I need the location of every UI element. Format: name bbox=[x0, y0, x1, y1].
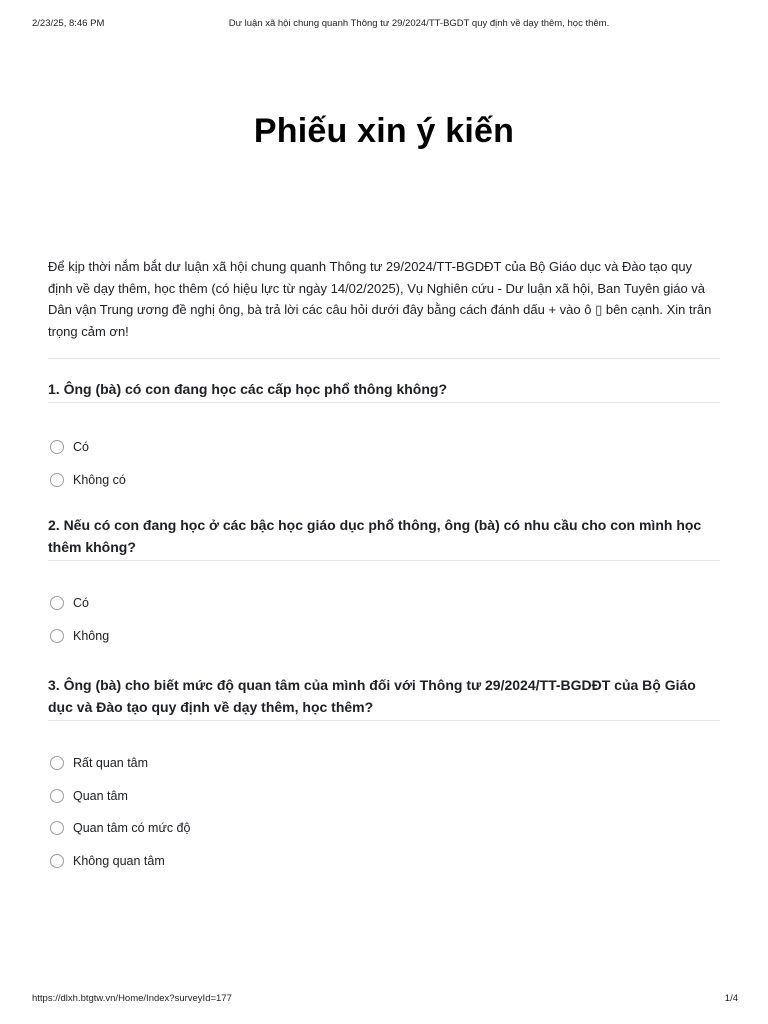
option-label: Không bbox=[73, 628, 110, 643]
question-2-title: 2. Nếu có con đang học ở các bậc học giáo dục phổ thông, ông (bà) có nhu cầu cho con mình học thêm không? bbox=[48, 514, 720, 561]
radio-button[interactable] bbox=[50, 756, 64, 770]
question-3-option-khong-quan-tam[interactable] bbox=[48, 845, 720, 878]
print-header bbox=[32, 18, 736, 32]
radio-button[interactable] bbox=[50, 821, 64, 835]
radio-button[interactable] bbox=[50, 473, 64, 487]
print-footer bbox=[32, 993, 738, 1007]
print-url: https://dlxh.btgtw.vn/Home/Index?surveyId=177 bbox=[32, 993, 232, 1004]
question-3-option-quan-tam[interactable] bbox=[48, 780, 720, 813]
option-label: Quan tâm có mức độ bbox=[73, 821, 191, 836]
question-1-option-khong-co[interactable] bbox=[48, 464, 720, 497]
radio-button[interactable] bbox=[50, 789, 64, 803]
question-1-title: 1. Ông (bà) có con đang học các cấp học phổ thông không? bbox=[48, 378, 720, 403]
intro-divider bbox=[48, 358, 720, 359]
radio-button[interactable] bbox=[50, 629, 64, 643]
print-date: 2/23/25, 8:46 PM bbox=[32, 18, 105, 29]
question-1 bbox=[48, 378, 720, 496]
option-label: Không có bbox=[73, 472, 126, 487]
option-label: Quan tâm bbox=[73, 788, 128, 803]
option-label: Có bbox=[73, 596, 89, 611]
question-3-options bbox=[48, 747, 720, 877]
question-3-option-quan-tam-co-muc-do[interactable] bbox=[48, 812, 720, 845]
question-1-option-co[interactable] bbox=[48, 431, 720, 464]
question-2 bbox=[48, 514, 720, 652]
question-2-option-co[interactable] bbox=[48, 587, 720, 620]
question-3-option-rat-quan-tam[interactable] bbox=[48, 747, 720, 780]
print-doc-title: Dư luận xã hội chung quanh Thông tư 29/2024/TT-BGDT quy định về dạy thêm, học thêm. bbox=[228, 18, 610, 29]
print-page-number: 1/4 bbox=[724, 993, 738, 1004]
question-3 bbox=[48, 674, 720, 877]
radio-button[interactable] bbox=[50, 440, 64, 454]
question-3-title: 3. Ông (bà) cho biết mức độ quan tâm của mình đối với Thông tư 29/2024/TT-BGDĐT của Bộ Giáo dục và Đào tạo quy định về dạy thêm, học thêm? bbox=[48, 674, 720, 721]
option-label: Không quan tâm bbox=[73, 853, 165, 868]
question-2-options bbox=[48, 587, 720, 652]
survey-intro: Để kịp thời nắm bắt dư luận xã hội chung quanh Thông tư 29/2024/TT-BGDĐT của Bộ Giáo dục và Đào tạo quy định về dạy thêm, học thêm (có hiệu lực từ ngày 14/02/2025), Vụ Nghiên cứu - Dư luận xã hội, Ban Tuyên giáo và Dân vận Trung ương đề nghị ông, bà trả lời các câu hỏi dưới đây bằng cách đánh dấu + vào ô ▯ bên cạnh. Xin trân trọng cảm ơn! bbox=[48, 259, 712, 339]
question-2-option-khong[interactable] bbox=[48, 620, 720, 653]
radio-button[interactable] bbox=[50, 596, 64, 610]
radio-button[interactable] bbox=[50, 854, 64, 868]
option-label: Rất quan tâm bbox=[73, 756, 149, 771]
option-label: Có bbox=[73, 440, 89, 455]
question-1-options bbox=[48, 431, 720, 496]
page-title: Phiếu xin ý kiến bbox=[253, 112, 515, 150]
